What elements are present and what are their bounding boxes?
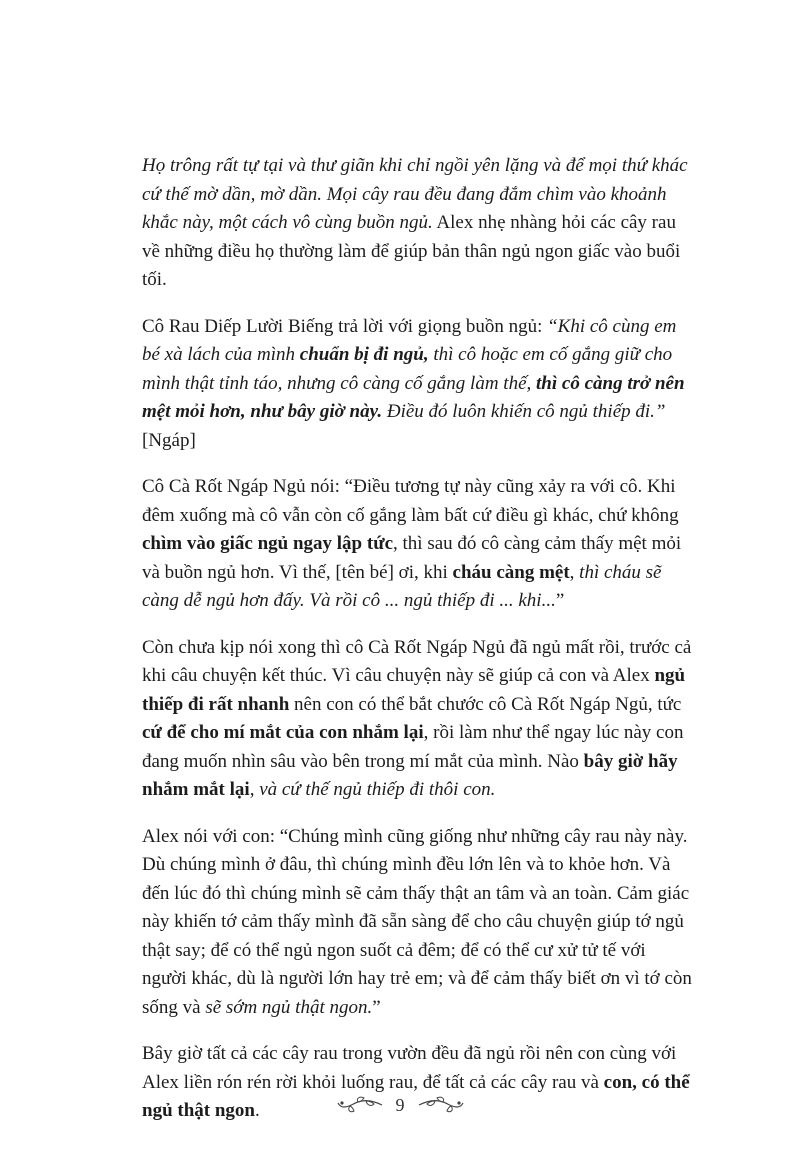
text-segment: bây giờ hãy nhắm mắt lại: [142, 750, 678, 800]
paragraph-4: [142, 634, 694, 805]
paragraph-5: [142, 823, 694, 1023]
text-segment: nên con có thể bắt chước cô Cà Rốt Ngáp Ngủ, tức: [289, 693, 682, 715]
text-segment: Alex nhẹ nhàng hỏi các cây rau về những điều họ thường làm để giúp bản thân ngủ ngon giấc vào buổi tối.: [142, 212, 681, 290]
text-segment: sẽ sớm ngủ thật ngon.: [205, 996, 373, 1018]
text-segment: “Khi cô cùng em bé xà lách của mình: [142, 315, 677, 365]
text-segment: cháu càng mệt: [452, 561, 570, 583]
page-footer: [0, 1090, 800, 1120]
paragraph-2: [142, 313, 694, 456]
text-segment: ,: [569, 561, 580, 583]
text-segment: con, có thể ngủ thật ngon: [142, 1071, 690, 1121]
paragraph-3: [142, 473, 694, 616]
text-segment: Bây giờ tất cả các cây rau trong vườn đều đã ngủ rồi nên con cùng với Alex liền rón rén rời khỏi luống rau, để tất cả các cây rau và: [142, 1043, 677, 1093]
text-segment: , thì sau đó cô càng cảm thấy mệt mỏi và buồn ngủ hơn. Vì thế, [tên bé] ơi, khi: [142, 533, 682, 583]
text-segment: cứ để cho mí mắt của con nhắm lại: [142, 722, 424, 743]
text-segment: Alex nói với con: “Chúng mình cũng giống như những cây rau này này. Dù chúng mình ở đâu, thì chúng mình đều lớn lên và to khỏe hơn. Và đến lúc đó thì chúng mình sẽ cảm thấy thật an tâm và an toàn. Cảm giác này khiến tớ cảm thấy mình đã sẵn sàng để cho câu chuyện giúp tớ ngủ thật say; để có thể ngủ ngon suốt cả đêm; để có thể cư xử tử tế với người khác, dù là người lớn hay trẻ em; và để cảm thấy biết ơn vì tớ còn sống và: [142, 825, 692, 1018]
text-segment: , rồi làm như thể ngay lúc này con đang muốn nhìn sâu vào bên trong mí mắt của mình. Nào: [142, 722, 684, 772]
body-text: [142, 152, 694, 1144]
text-segment: ,: [249, 779, 260, 800]
text-segment: [Ngáp]: [142, 429, 196, 451]
paragraph-1: [142, 152, 694, 295]
text-segment: chìm vào giấc ngủ ngay lập tức: [142, 533, 394, 554]
text-segment: ”: [555, 590, 565, 611]
text-segment: chuẩn bị đi ngủ,: [299, 344, 429, 365]
text-segment: .: [255, 1100, 260, 1121]
text-segment: ”: [372, 996, 381, 1018]
text-segment: Họ trông rất tự tại và thư giãn khi chỉ ngồi yên lặng và để mọi thứ khác cứ thế mờ dần, mờ dần. Mọi cây rau đều đang đắm chìm vào khoảnh khắc này, một cách vô cùng buồn ngủ.: [142, 155, 688, 233]
text-segment: Còn chưa kịp nói xong thì cô Cà Rốt Ngáp Ngủ đã ngủ mất rồi, trước cả khi câu chuyện kết thúc. Vì câu chuyện này sẽ giúp cả con và Alex: [142, 636, 692, 686]
text-segment: Điều đó luôn khiến cô ngủ thiếp đi.”: [382, 401, 666, 422]
leaf-ornament-left-icon: [336, 1095, 384, 1115]
text-segment: thì cô càng trở nên mệt mỏi hơn, như bây giờ này.: [142, 372, 685, 422]
text-segment: thì cháu sẽ càng dễ ngủ hơn đấy. Và rồi cô ... ngủ thiếp đi ... khi...: [142, 561, 662, 611]
leaf-ornament-right-icon: [417, 1095, 465, 1115]
text-segment: và cứ thế ngủ thiếp đi thôi con.: [259, 779, 496, 800]
text-segment: Cô Rau Diếp Lười Biếng trả lời với giọng buồn ngủ:: [142, 315, 548, 337]
text-segment: thì cô hoặc em cố gắng giữ cho mình thật tỉnh táo, nhưng cô càng cố gắng làm thế,: [142, 344, 673, 394]
text-segment: Cô Cà Rốt Ngáp Ngủ nói: “Điều tương tự này cũng xảy ra với cô. Khi đêm xuống mà cô vẫn còn cố gắng làm bất cứ điều gì khác, chứ không: [142, 476, 679, 526]
text-segment: ngủ thiếp đi rất nhanh: [142, 665, 686, 715]
page-number: 9: [395, 1094, 405, 1115]
